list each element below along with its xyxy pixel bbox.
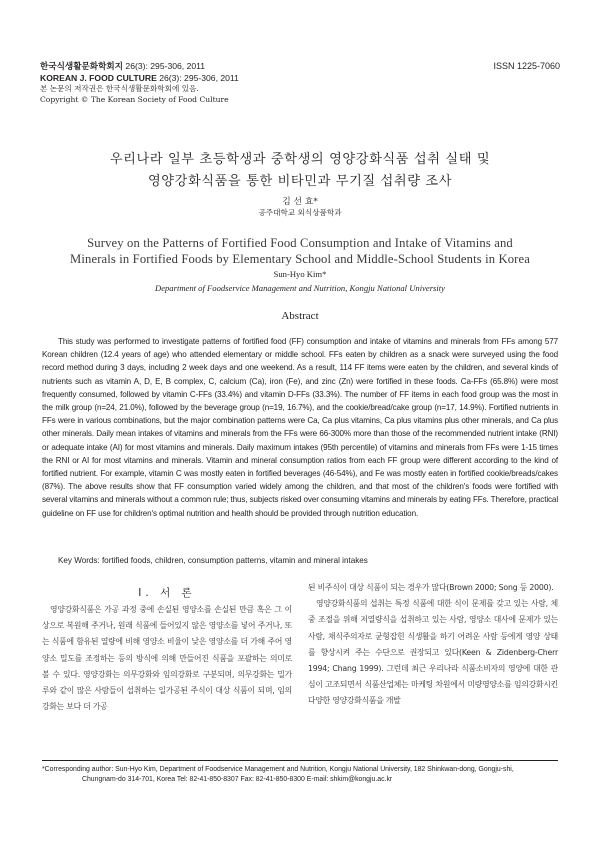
section-heading-introduction: I. 서 론 [138,587,196,599]
journal-ref-en: 26(3): 295-306, 2011 [159,72,239,83]
footnote-line-1: *Corresponding author: Sun-Hyo Kim, Department of Foodservice Management and Nutrition, Kongju National University, 182 Shinkwan-dong, Gongju-shi, [42,766,514,773]
right-column-paragraph-2: 영양강화식품의 섭취는 특정 식품에 대한 식이 문제를 갖고 있는 사람, 체중 조절을 위해 저열량식을 섭취하고 있는 사람, 영양소 대사에 문제가 있는 사람, 채식주의자로 균형잡힌 식생활을 하기 어려운 사람 등에게 영양 상태를 향상시켜 주는 수단으로 권장되고 있다(Keen & Zidenberg-Cherr 1994; Chang 1999). 그런데 최근 우리나라 식품소비자의 영양에 대한 관심이 고조되면서 식품산업체는 마케팅 차원에서 미량영양소를 임의강화시킨 다양한 영양강화식품을 개발 [308,599,558,706]
footnote-line-2: Chungnam-do 314-701, Korea Tel: 82-41-850-8307 Fax: 82-41-850-8300 E-mail: shkim@kongju.ac.kr [82,776,393,783]
journal-header [40,61,560,105]
abstract-heading: Abstract [281,310,319,322]
keywords-text: fortified foods, children, consumption patterns, vitamin and mineral intakes [101,556,368,565]
left-column-text: 영양강화식품은 가공 과정 중에 손실된 영양소를 손실된 만큼 혹은 그 이상으로 복원해 주거나, 원래 식품에 들어있지 않은 영양소를 넣어 주거나, 또는 식품에 함유된 열량에 비해 영양소 비율이 낮은 영양소를 더 가해 주어 영양소 밀도를 조정하는 등의 방식에 의해 만들어진 식품을 포괄하는 의미로 볼 수 있다. 영양강화는 의무강화와 임의강화로 구분되며, 의무강화는 밀가루와 같이 많은 사람들이 섭취하는 일가공된 주식이 대상 식품이 되며, 임의강화는 보다 더 가공 [42,605,292,712]
author-ko: 김 선 효* [282,197,318,207]
abstract-body: This study was performed to investigate patterns of fortified food (FF) consumption and intake of vitamins and minerals from FFs among 577 Korean children (12.4 years of age) who attended elementary or middle school. FFs eaten by children as a snack were surveyed using the food record method during 3 days, including 2 week days and one weekend. As a result, 114 FF items were eaten by the children, and several kinds of nutrients such as vitamin A, D, E, B complex, C, calcium (Ca), iron (Fe), and zinc (Zn) were fortified in these foods. Ca-FFs (65.8%) were most frequently consumed, followed by vitamin C-FFs (33.4%) and vitamin D-FFs (33.3%). The number of FF items in each food group was the most in the milk group (n=24, 21.0%), followed by the beverage group (n=19, 16.7%), and the cookie/bread/cake group (n=17, 14.9%). Fortified nutrients in FFs were in various combinations, but the major combination patterns were Ca, Ca plus vitamins, Ca plus vitamins plus other minerals, and Ca plus other minerals. Daily mean intakes of vitamins and minerals from the FFs were 66-300% more than those of the recommended nutrient intake (RNI) or adequate intake (AI) for most vitamins and minerals. Daily maximum intakes (95th percentile) of vitamins and minerals from FFs were 1-15 times the RNI or AI for most vitamins and minerals. Vitamin and mineral consumption ratios from each FF group were different according to the kind of fortified nutrient. For example, vitamin C was mostly eaten in fortified beverages (46-54%), and Fe was mostly eaten in fortified cookie/breads/cakes (87%). The above results show that FF consumption varied widely among the children, and that most of the children's foods were fortified with several vitamins and minerals without a common rule; thus, subjects risked over consuming vitamins and minerals by eating FFs. Therefore, practical guideline on FF use for children's optimal nutrition and health should be provided through nutrition education. [42,337,558,518]
right-column [308,580,558,710]
footnote-divider [42,760,558,761]
keywords [58,556,368,565]
journal-en-line [40,73,560,85]
affiliation-ko: 공주대학교 외식상품학과 [258,208,342,217]
journal-ref-ko: 26(3): 295-306, 2011 [125,61,206,71]
title-ko-line-2: 영양강화식품을 통한 비타민과 무기질 섭취량 조사 [147,174,453,189]
affiliation-en: Department of Foodservice Management and Nutrition, Kongju National University [154,283,445,293]
journal-name-ko: 한국식생활문화학회지 [40,61,124,71]
journal-name-en: KOREAN J. FOOD CULTURE [40,72,157,83]
title-ko-line-1: 우리나라 일부 초등학생과 중학생의 영양강화식품 섭취 실태 및 [109,152,491,167]
corresponding-author-footnote [42,765,558,785]
copyright-line: Copyright © The Korean Society of Food Culture [40,94,229,104]
title-en-line-1: Survey on the Patterns of Fortified Food Consumption and Intake of Vitamins and [87,236,513,250]
right-column-paragraph-1: 된 비주식이 대상 식품이 되는 경우가 많다(Brown 2000; Song 등 2000). [308,583,554,592]
copyright-note: 본 논문의 저작권은 한국식생활문화학회에 있음. [40,84,199,93]
journal-ko-line [40,61,560,73]
issn: ISSN 1225-7060 [493,61,560,71]
title-en-line-2: Minerals in Fortified Foods by Elementary School and Middle-School Students in Korea [70,252,530,266]
author-en: Sun-Hyo Kim* [273,269,327,279]
keywords-label: Key Words: [58,556,100,565]
